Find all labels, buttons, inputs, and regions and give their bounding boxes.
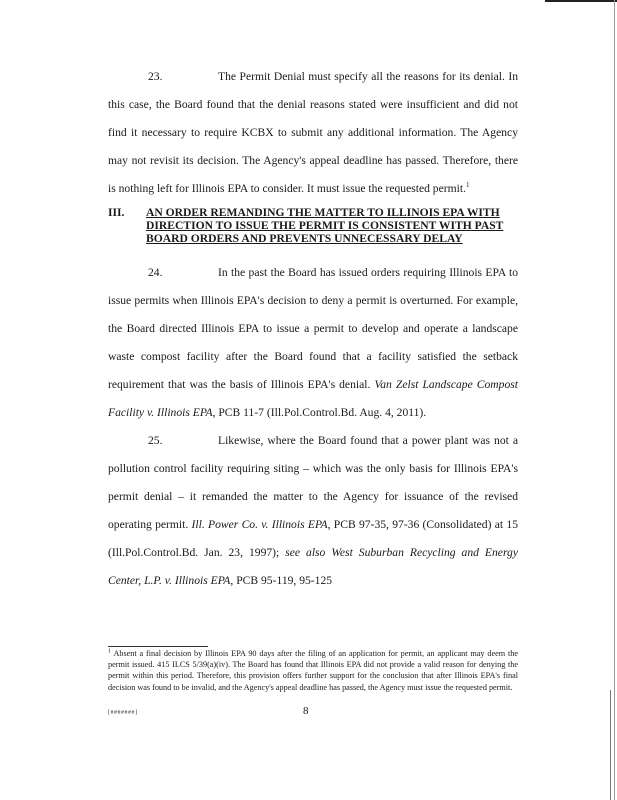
case-citation: Ill. Power Co. v. Illinois EPA [191, 518, 328, 531]
page-number: 8 [303, 705, 309, 717]
paragraph-text: The Permit Denial must specify all the reasons for its denial. In this case, the Board found that the denial reasons stated were insufficient and did not find it necessary to require KCBX to submit any additional information. The Agency may not revisit its decision. The Agency's appeal deadline has passed. Therefore, there is nothing left for Illinois EPA to consider. It must issue the requested permit. [108, 70, 518, 195]
paragraph-25 [108, 427, 518, 595]
document-id: [#######] [108, 710, 138, 716]
paragraph-number: 23. [148, 70, 163, 83]
section-title: AN ORDER REMANDING THE MATTER TO ILLINOIS EPA WITH DIRECTION TO ISSUE THE PERMIT IS CONSISTENT WITH PAST BOARD ORDERS AND PREVENTS UNNECESSARY DELAY [146, 206, 504, 245]
see-also-citation: see also West Suburban Recycling and Energy Center, L.P. v. Illinois EPA [108, 546, 518, 587]
paragraph-text: Likewise, where the Board found that a power plant was not a pollution control facility requiring siting – which was the only basis for Illinois EPA's permit denial – it remanded the matter to the Agency for issuance of the revised operating permit. [108, 434, 518, 531]
scan-edge-top [545, 0, 617, 2]
paragraph-24 [108, 259, 518, 427]
scan-edge-right [614, 0, 615, 800]
citation-details: , PCB 97-35, 97-36 (Consolidated) at 15 (Ill.Pol.Control.Bd. Jan. 23, 1997); [108, 518, 518, 559]
section-number: III. [108, 206, 125, 219]
paragraph-text: In the past the Board has issued orders requiring Illinois EPA to issue permits when Illinois EPA's decision to deny a permit is overturned. For example, the Board directed Illinois EPA to issue a permit to develop and operate a landscape waste compost facility after the Board found that a facility satisfied the setback requirement that was the basis of Illinois EPA's denial. [108, 266, 518, 391]
citation-details-2: , PCB 95-119, 95-125 [230, 574, 333, 587]
footnote-reference: 1 [465, 181, 470, 190]
footnote-marker: 1 [108, 648, 111, 655]
case-citation: Van Zelst Landscape Compost Facility v. Illinois EPA [108, 378, 518, 419]
scan-edge-right-lower [610, 690, 611, 800]
paragraph-number: 25. [148, 434, 163, 447]
footnote [108, 648, 518, 693]
paragraph-23 [108, 63, 518, 203]
paragraph-number: 24. [148, 266, 163, 279]
footnote-text: Absent a final decision by Illinois EPA 90 days after the filing of an application for permit, an applicant may deem the permit issued. 415 ILCS 5/39(a)(iv). The Board has found that Illinois EPA did not provide a valid reason for denying the permit within this period. Therefore, this provision offers further support for the conclusion that after Illinois EPA's final decision was found to be invalid, and the Agency's appeal deadline has passed, the Agency must issue the requested permit. [108, 649, 518, 692]
footnote-divider [108, 646, 208, 647]
citation-details: , PCB 11-7 (Ill.Pol.Control.Bd. Aug. 4, 2011). [212, 406, 427, 419]
